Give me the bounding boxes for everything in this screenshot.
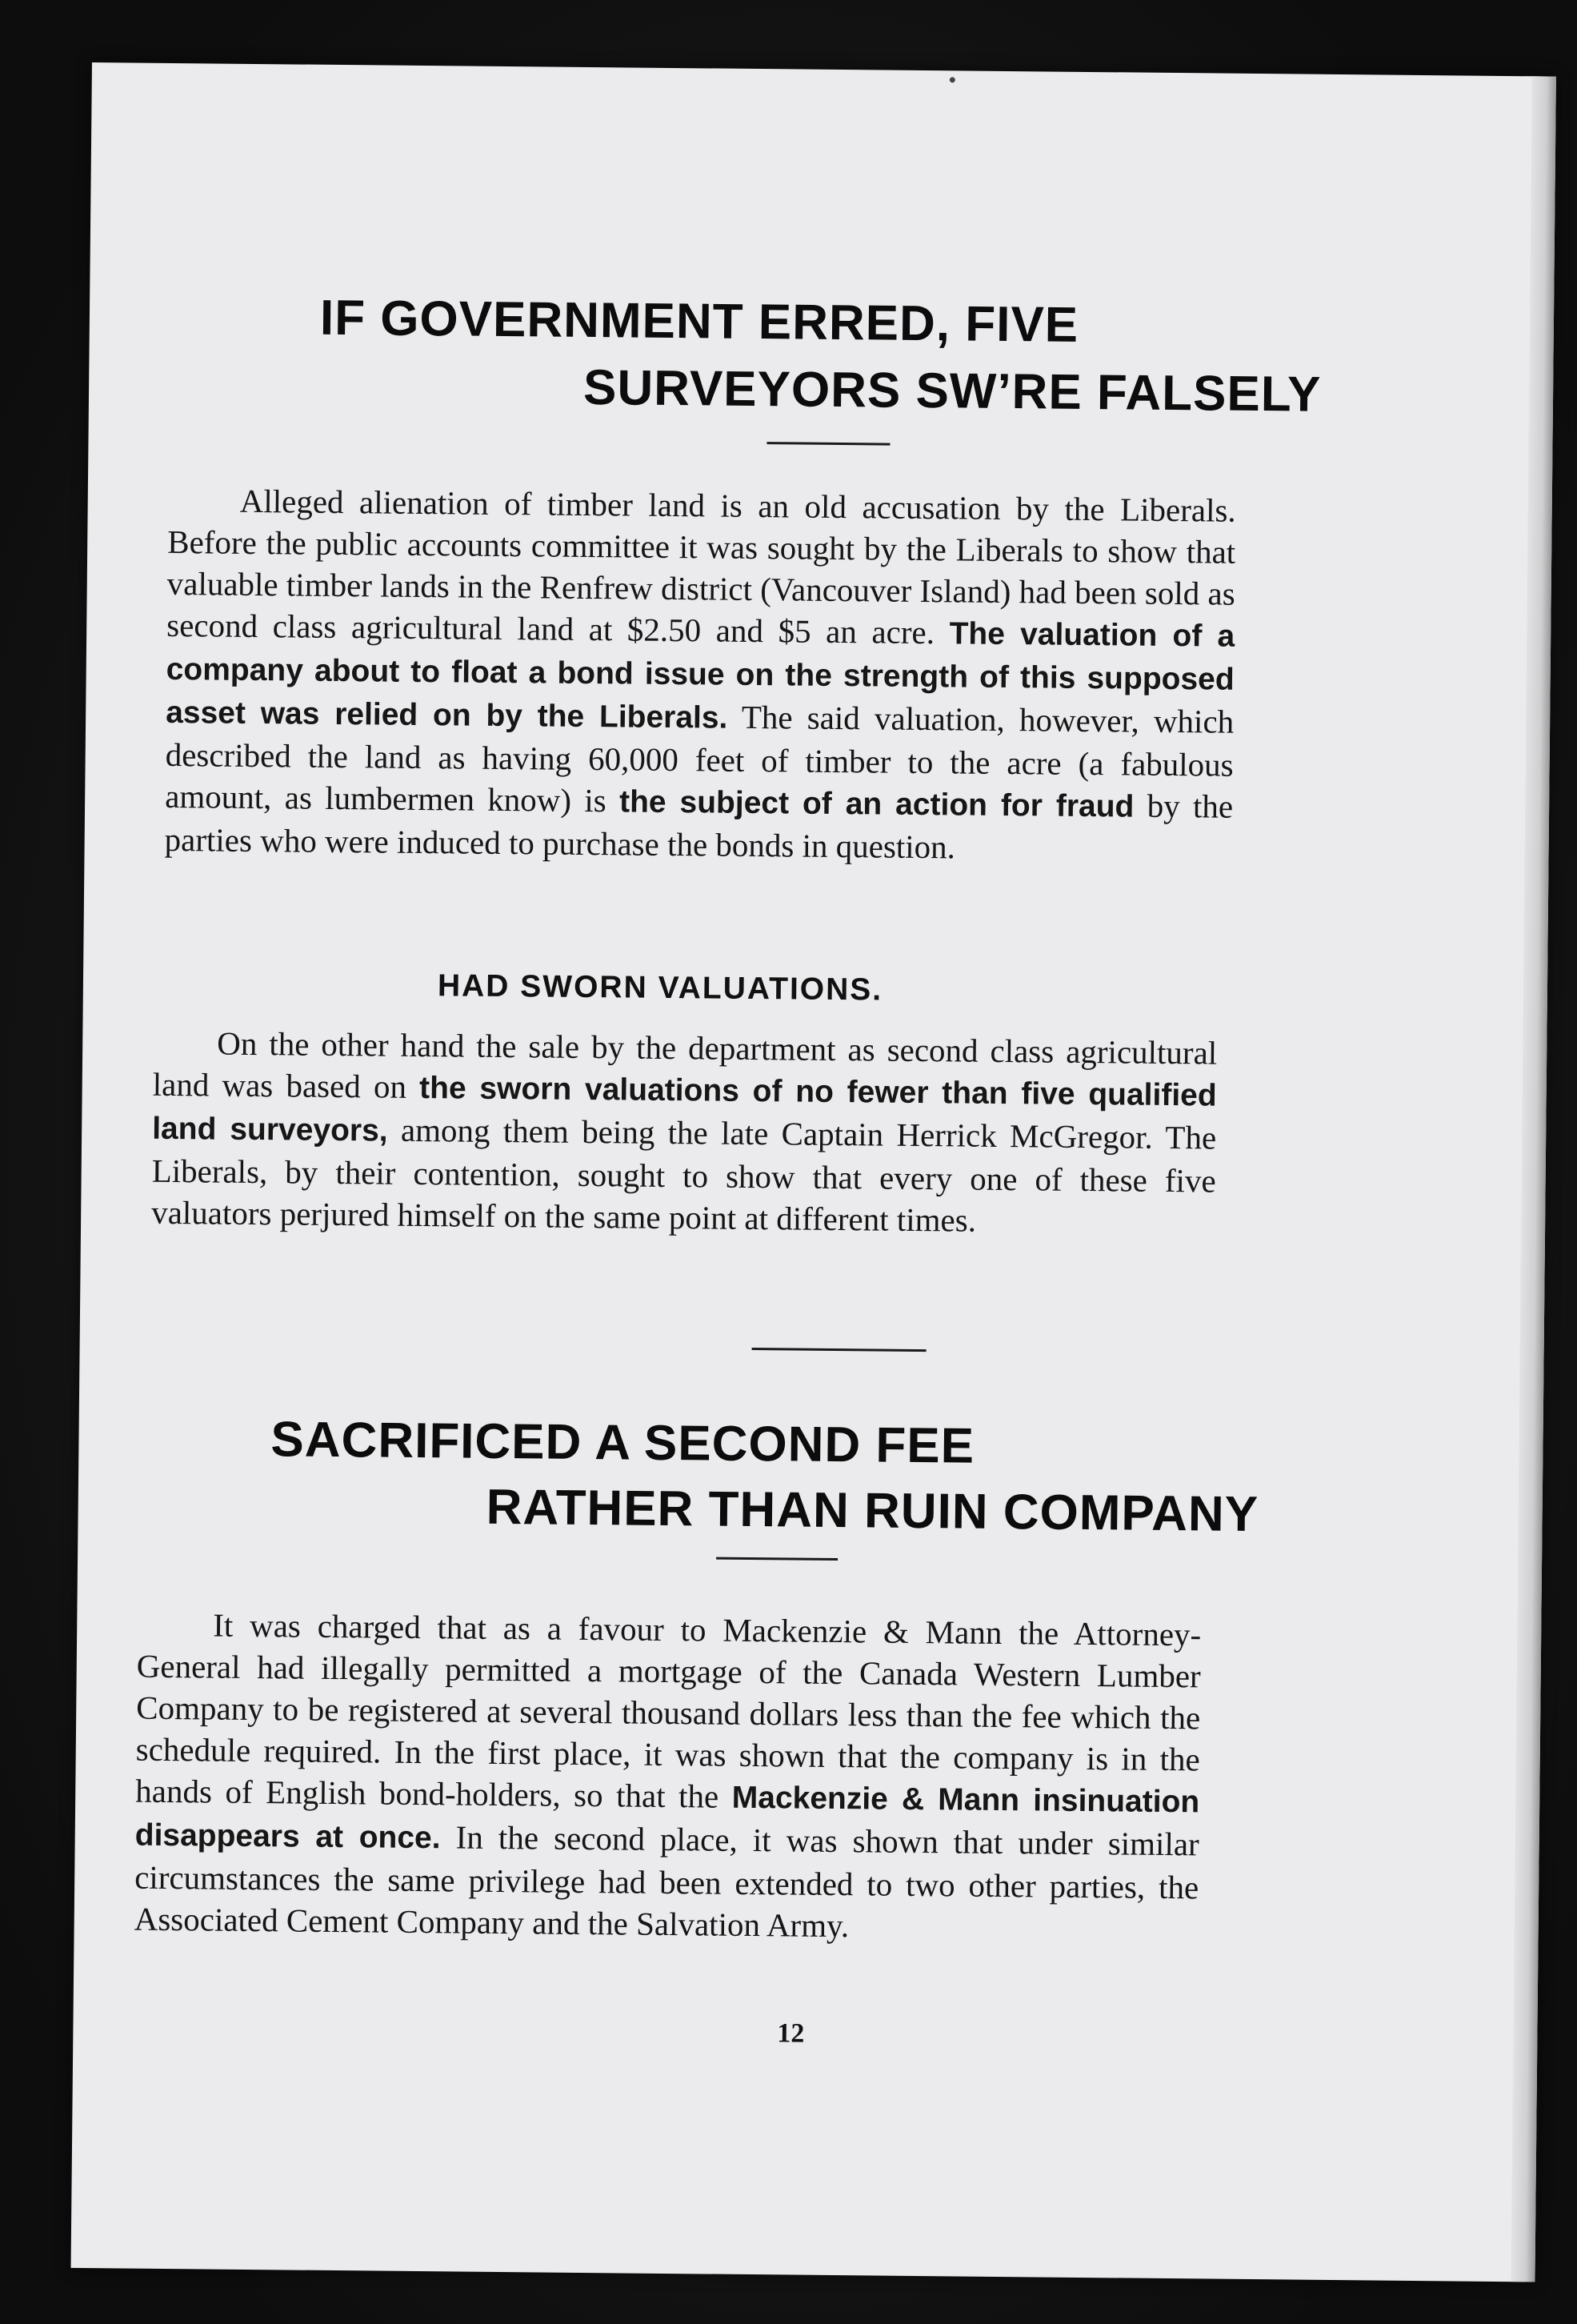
text-run: by the parties who were induced to purchase the bonds in question. [164, 787, 1234, 866]
text-run: Alleged alienation of timber land is an old accusation by the Liberals. Before the public accounts committee it was sought by the Liberals to show that valuable timber lands in the Renfrew district (Vancouver Island) had been sold as second class agricultural land at $2.50 and $5 an acre. [166, 482, 1236, 651]
page-number: 12 [777, 2018, 805, 2049]
bold-text-run: the subject of an action for fraud [618, 784, 1135, 824]
section1-headline-line1: IF GOVERNMENT ERRED, FIVE [319, 290, 1079, 353]
section1-paragraph2 [151, 1022, 1217, 1244]
text-run: The said valuation, however, which described the land as having 60,000 feet of timber to the acre (a fabulous amount, as lumbermen know) is [164, 698, 1235, 819]
text-run: On the other hand the sale by the department as second class agricultural land was based on [152, 1024, 1218, 1105]
page-content [71, 62, 1556, 2282]
text-run: among them being the late Captain Herrick McGregor. The Liberals, by their contention, sought to show that every one of these five valuators perjured himself on the same point at different times. [150, 1111, 1217, 1239]
section2-headline-line2: RATHER THAN RUIN COMPANY [486, 1479, 1259, 1543]
section1-paragraph1 [164, 479, 1236, 871]
section2-paragraph1 [134, 1604, 1201, 1950]
section2-headline-line1: SACRIFICED A SECOND FEE [270, 1412, 975, 1474]
bold-text-run: the sworn valuations of no fewer than five qualified land surveyors, [152, 1070, 1217, 1148]
section2-headline-rule [716, 1557, 838, 1561]
text-run: It was charged that as a favour to Mackenzie & Mann the Attorney-General had illegally permitted a mortgage of the Canada Western Lumber Company to be registered at several thousand dollars less than the fee which the schedule required. In the first place, it was shown that the company is in the hands of English bond-holders, so that the [135, 1606, 1202, 1815]
section1-headline-rule [766, 442, 890, 445]
section1-subheading: HAD SWORN VALUATIONS. [437, 968, 883, 1008]
document-page [71, 62, 1556, 2282]
bold-text-run: The valuation of a company about to float a bond issue on the strength of this supposed asset was relied on by the Liberals. [165, 616, 1235, 735]
bold-text-run: Mackenzie & Mann insinuation disappears at once. [134, 1780, 1200, 1856]
section-divider [752, 1348, 927, 1352]
text-run: In the second place, it was shown that under similar circumstances the same privilege had been extended to two other parties, the Associated Cement Company and the Salvation Army. [134, 1818, 1199, 1945]
section1-headline-line2: SURVEYORS SWʼRE FALSELY [582, 359, 1322, 423]
